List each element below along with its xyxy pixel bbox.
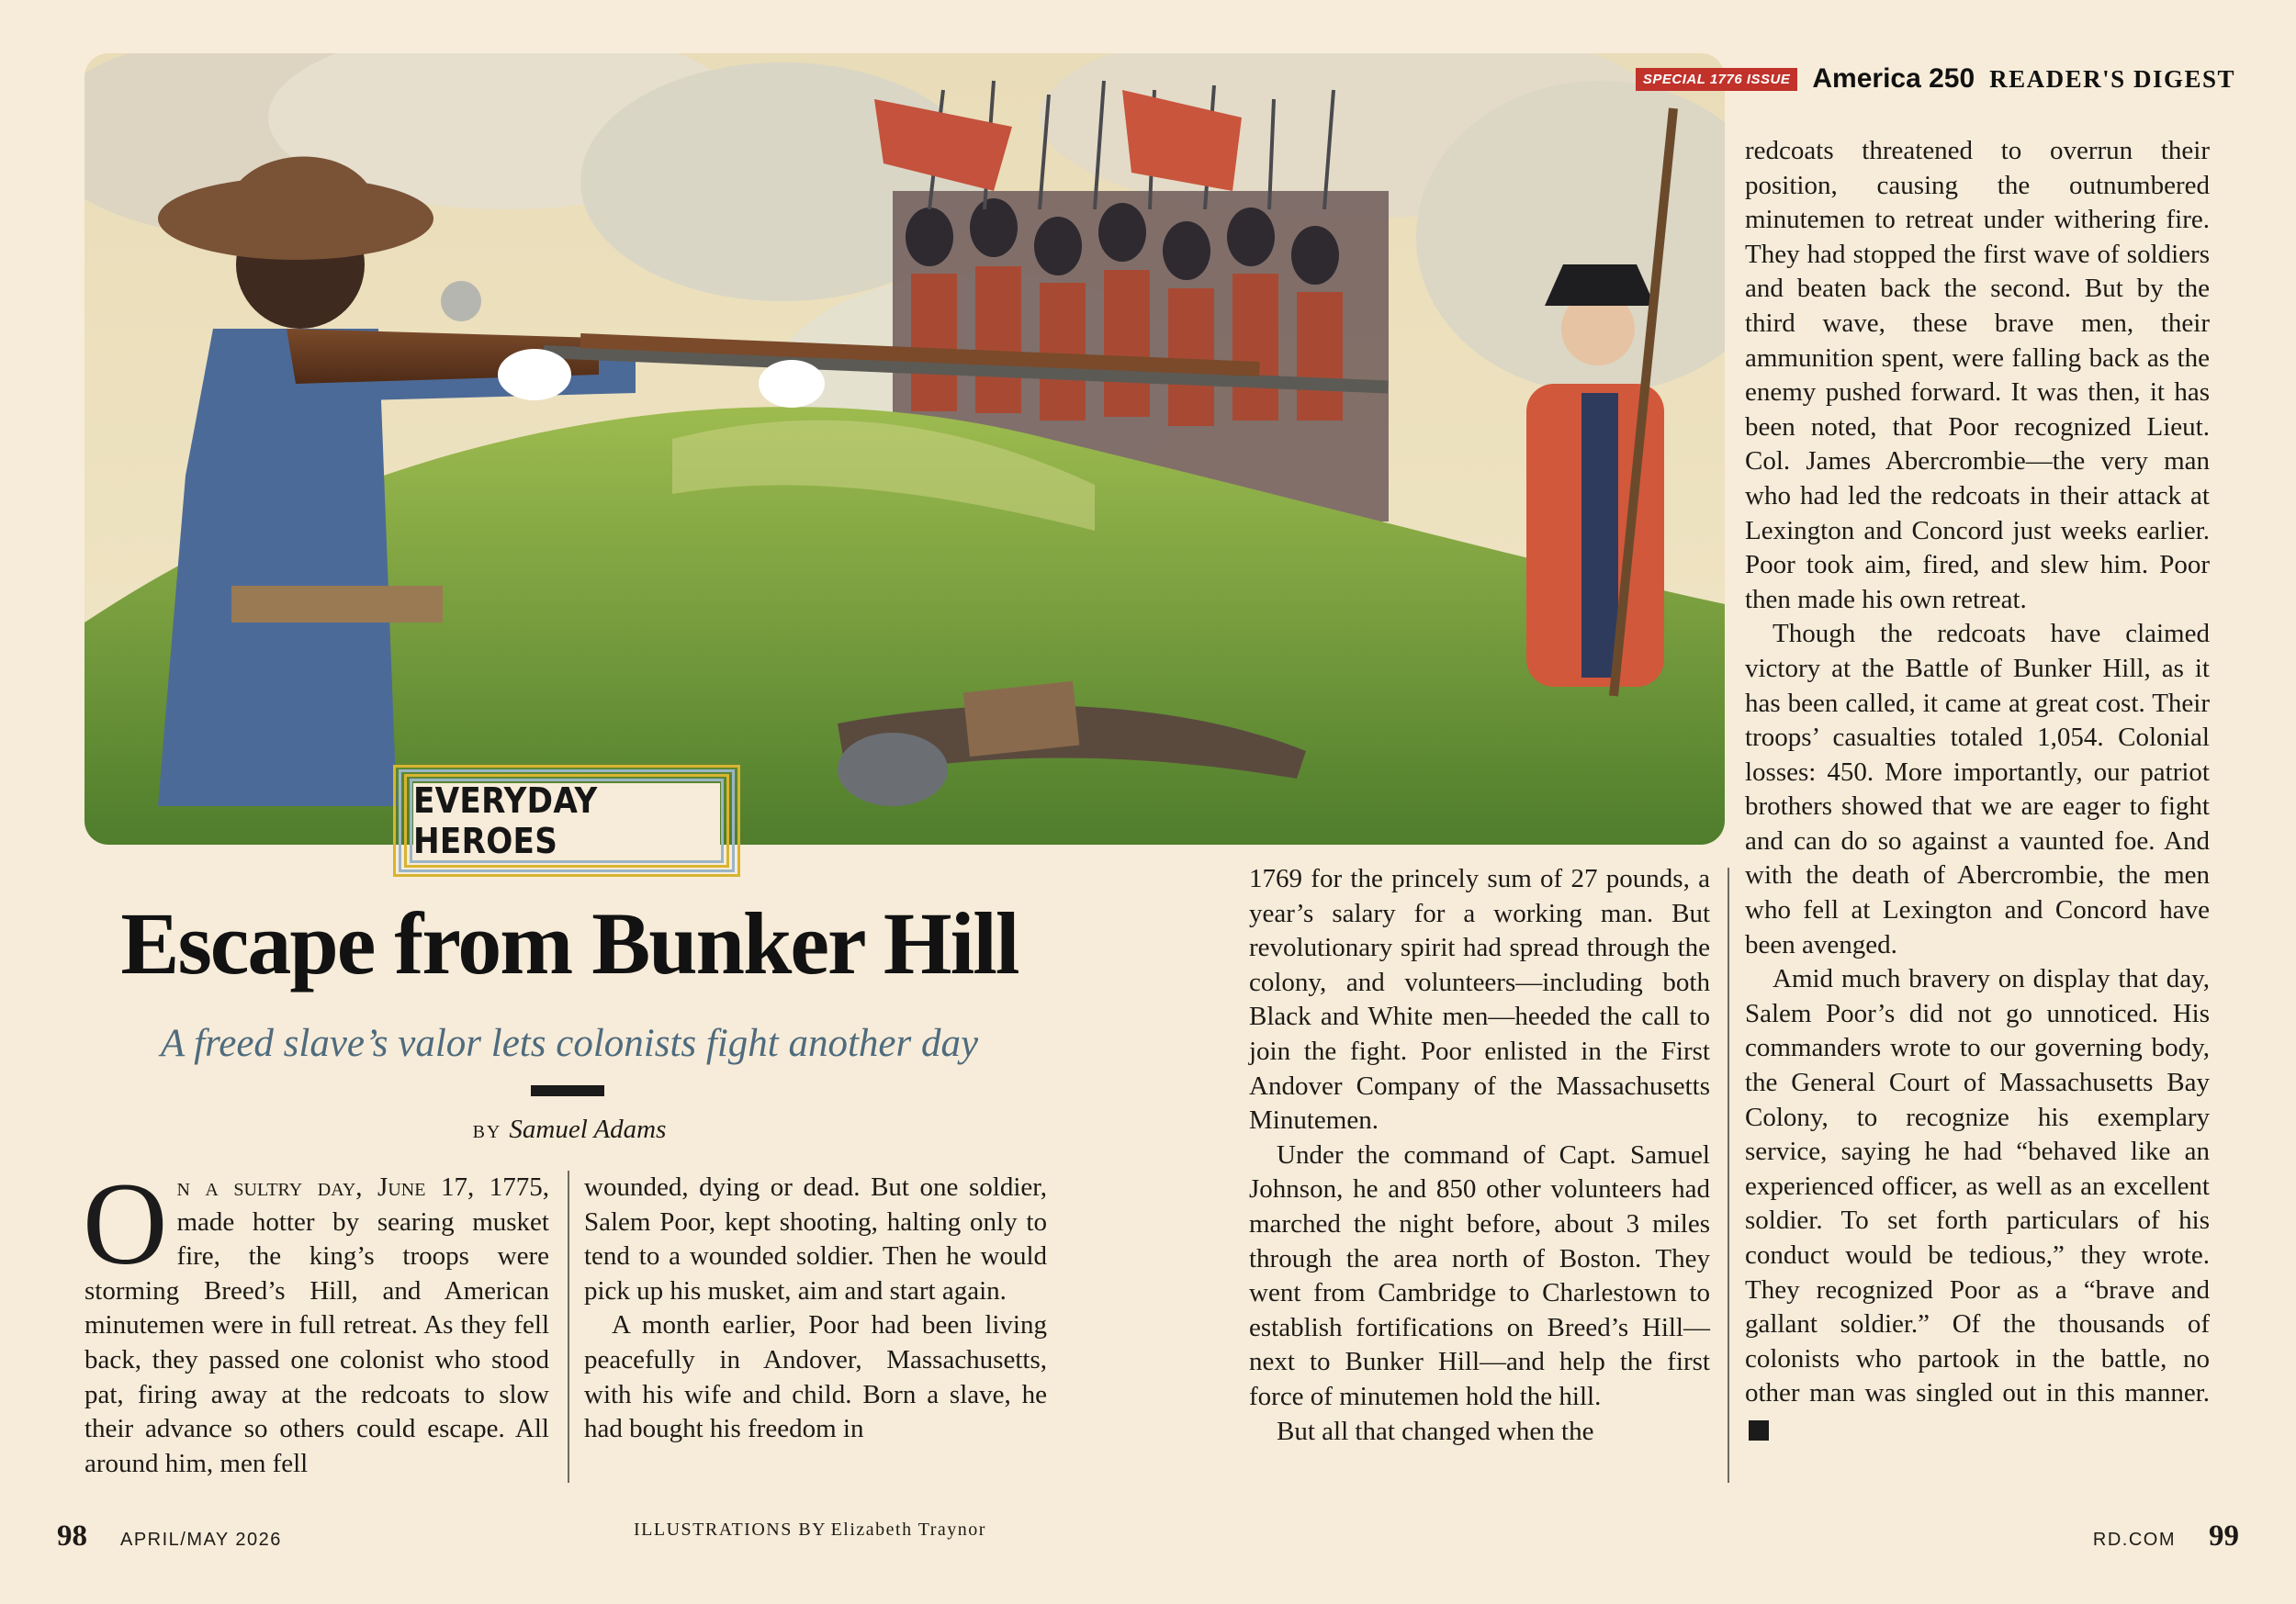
special-issue-badge: SPECIAL 1776 ISSUE (1636, 68, 1797, 91)
body-paragraph: 1769 for the princely sum of 27 pounds, a year’s salary for a working man. But revolutionary spirit had spread through the colony, and volunteers—including both Black and White men—heeded the call to join the fight. Poor enlisted in the First Andover Company of the Massachusetts Minutemen. (1249, 864, 1710, 1136)
article-headline: Escape from Bunker Hill (120, 894, 1019, 993)
body-column-2 (584, 1171, 1047, 1447)
series-title: America 250 (1812, 63, 1975, 94)
byline-author: Samuel Adams (509, 1115, 667, 1144)
site-url: RD.COM (2092, 1530, 2176, 1550)
illustration-credit (634, 1520, 986, 1556)
byline-prefix: BY (472, 1122, 502, 1142)
body-column-3 (1249, 862, 1710, 1449)
footer-left (57, 1520, 282, 1556)
masthead (1636, 61, 2235, 97)
dek-rule (531, 1085, 604, 1096)
body-paragraph: n a sultry day, June 17, 1775, made hotter by searing musket fire, the king’s troops were storming Breed’s Hill, and American minutemen were in full retreat. As they fell back, they passed one colonist who stood pat, firing away at the redcoats to slow their advance so others could escape. All around him, men fell (84, 1172, 549, 1478)
body-paragraph: redcoats threatened to overrun their position, causing the outnumbered minutemen to retreat under withering fire. They had stopped the first wave of soldiers and beaten back the second. But by the third wave, these brave men, their ammunition spent, were falling back as the enemy pushed forward. It was then, it has been noted, that Poor recognized Lieut. Col. James Abercrombie—the very man who had led the redcoats in their attack at Lexington and Concord just weeks earlier. Poor took aim, fired, and slew him. Poor then made his own retreat. (1745, 136, 2210, 614)
body-paragraph: Amid much bravery on display that day, Salem Poor’s did not go unnoticed. His commanders wrote to our governing body, the General Court of Massachusetts Bay Colony, to recognize his exemplary service, saying he had “behaved like an experienced officer, as well as an excellent soldier. To set forth particulars of his conduct would be tedious,” they wrote. They recognized Poor as a “brave and gallant soldier.” Of the thousands of colonists who partook in the battle, no other man was singled out in this manner. (1745, 964, 2210, 1408)
end-mark-icon: R (1749, 1420, 1769, 1441)
battle-illustration (84, 53, 1725, 845)
column-divider (568, 1171, 569, 1483)
rubric-box (393, 765, 740, 877)
credit-prefix: ILLUSTRATIONS BY (634, 1520, 827, 1540)
rubric-label: EVERYDAY HEROES (413, 783, 720, 858)
body-column-4 (1745, 134, 2210, 1446)
body-paragraph: Though the redcoats have claimed victory at the Battle of Bunker Hill, as it has been called, it came at great cost. Their troops’ casualties totaled 1,054. Colonial losses: 450. More importantly, our patriot brothers showed that we are eager to fight and can do so against a vaunted foe. And with the death of Abercrombie, the men who fell at Lexington and Concord have been avenged. (1745, 619, 2210, 959)
article-dek: A freed slave’s valor lets colonists fight another day (160, 1022, 979, 1065)
body-paragraph: Under the command of Capt. Samuel Johnson, he and 850 other volunteers had marched the night before, about 3 miles through the area north of Boston. They went from Cambridge to Charlestown to establish fortifications on Breed’s Hill—next to Bunker Hill—and help the first force of minutemen hold the hill. (1249, 1139, 1710, 1411)
footer-right (2093, 1520, 2239, 1556)
brand-name: READER'S DIGEST (1989, 64, 2235, 93)
body-paragraph: But all that changed when the (1277, 1416, 1594, 1446)
body-column-1 (83, 1159, 549, 1481)
page-number-right: 99 (2209, 1520, 2239, 1553)
drop-cap: O (83, 1159, 168, 1289)
byline (84, 1115, 1054, 1145)
column-divider (1728, 868, 1729, 1483)
body-paragraph: wounded, dying or dead. But one soldier, Salem Poor, kept shooting, halting only to tend to a wounded soldier. Then he would pick up his musket, aim and start again. (584, 1172, 1047, 1306)
body-paragraph: A month earlier, Poor had been living peacefully in Andover, Massachusetts, with his wife and child. Born a slave, he had bought his freedom in (584, 1310, 1047, 1444)
page-number-left: 98 (57, 1520, 87, 1553)
issue-date: APRIL/MAY 2026 (120, 1530, 282, 1550)
illustrator-name: Elizabeth Traynor (830, 1520, 986, 1540)
